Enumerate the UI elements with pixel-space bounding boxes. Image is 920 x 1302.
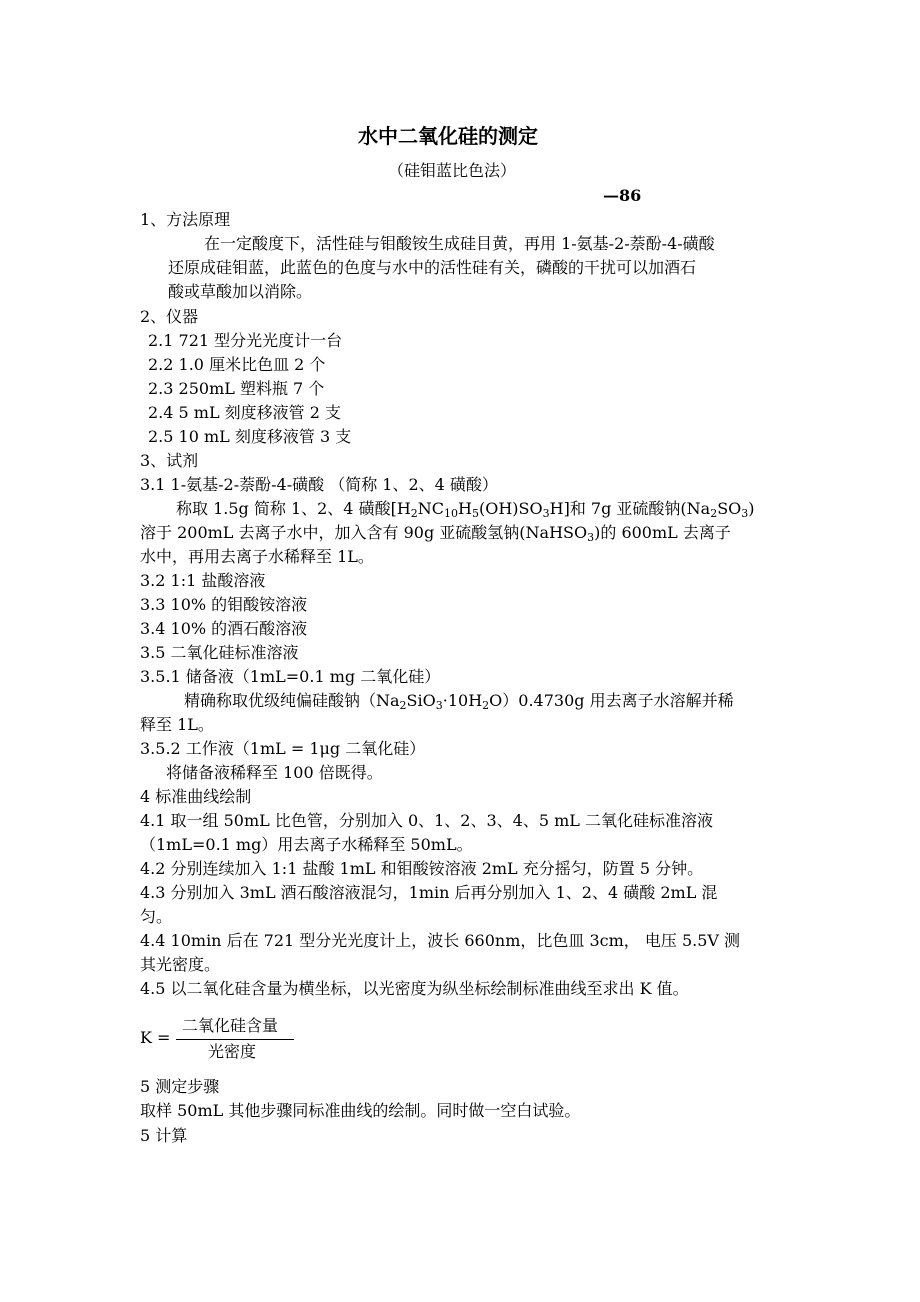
formula-numerator: 二氧化硅含量 xyxy=(182,1016,279,1035)
section-4-heading: 4 标准曲线绘制 xyxy=(140,787,252,806)
step-4-2: 4.2 分别连续加入 1:1 盐酸 1mL 和钼酸铵溶液 2mL 充分摇匀，防置 5 分钟。 xyxy=(140,859,704,878)
formula-lhs: K = xyxy=(140,1028,171,1047)
reagent-3-2: 3.2 1:1 盐酸溶液 xyxy=(140,571,266,590)
instrument-item: 2.3 250mL 塑料瓶 7 个 xyxy=(148,379,325,398)
section-5-line-1: 取样 50mL 其他步骤同标准曲线的绘制。同时做一空白试验。 xyxy=(140,1101,581,1120)
section-1-paragraph-line-3: 酸或草酸加以消除。 xyxy=(168,282,313,301)
section-1-paragraph-line-2: 还原成硅钼蓝，此蓝色的色度与水中的活性硅有关，磷酸的干扰可以加酒石 xyxy=(168,258,697,277)
section-2-heading: 2、仪器 xyxy=(140,307,199,326)
reagent-3-5: 3.5 二氧化硅标准溶液 xyxy=(140,643,299,662)
section-5-heading: 5 测定步骤 xyxy=(140,1077,220,1096)
step-4-4-line-2: 其光密度。 xyxy=(140,955,221,974)
section-1-heading: 1、方法原理 xyxy=(140,210,231,229)
formula-fraction-bar xyxy=(176,1039,294,1040)
page-title: 水中二氧化硅的测定 xyxy=(358,124,538,148)
formula-denominator: 光密度 xyxy=(208,1042,257,1061)
section-1-paragraph-line-1: 在一定酸度下，活性硅与钼酸铵生成硅目黄，再用 1-氨基-2-萘酚-4-磺酸 xyxy=(204,234,715,253)
reagent-3-3: 3.3 10% 的钼酸铵溶液 xyxy=(140,595,308,614)
page-subtitle: （硅钼蓝比色法） xyxy=(388,161,517,180)
instrument-item: 2.2 1.0 厘米比色皿 2 个 xyxy=(148,355,326,374)
reagent-3-1-line-2: 溶于 200mL 去离子水中，加入含有 90g 亚硫酸氢钠(NaHSO$_3$)的 600mL 去离子 xyxy=(140,523,731,544)
reagent-3-5-1-line-1: 精确称取优级纯偏硅酸钠$(Na_2SiO_3\cdot 10H_2O)0.4730g$ 用去离子水溶解并稀 xyxy=(184,691,734,712)
document-number: —86 xyxy=(603,186,642,205)
step-4-3-line-2: 匀。 xyxy=(140,907,173,926)
step-4-1-line-2: （1mL=0.1 mg）用去离子水稀释至 50mL。 xyxy=(140,835,473,854)
step-4-5: 4.5 以二氧化硅含量为横坐标，以光密度为纵坐标绘制标准曲线至求出 K 值。 xyxy=(140,979,689,998)
instrument-item: 2.1 721 型分光光度计一台 xyxy=(148,331,343,350)
reagent-3-1-line-1: 称取 1.5g 简称 1、2、4 磺酸$[H_2NC_{10}H_5(OH)SO_3H]$和 7g 亚硫酸钠$(Na_2SO_3)$ xyxy=(176,499,755,520)
section-3-heading: 3、试剂 xyxy=(140,451,199,470)
reagent-3-5-1-line-2: 释至 1L。 xyxy=(140,715,214,734)
step-4-3-line-1: 4.3 分别加入 3mL 酒石酸溶液混匀，1min 后再分别加入 1、2、4 磺酸 2mL 混 xyxy=(140,883,718,902)
step-4-4-line-1: 4.4 10min 后在 721 型分光光度计上，波长 660nm，比色皿 3cm， 电压 5.5V 测 xyxy=(140,931,741,950)
reagent-3-1-title: 3.1 1-氨基-2-萘酚-4-磺酸 （简称 1、2、4 磺酸） xyxy=(140,475,498,494)
instrument-item: 2.5 10 mL 刻度移液管 3 支 xyxy=(148,427,352,446)
instrument-item: 2.4 5 mL 刻度移液管 2 支 xyxy=(148,403,342,422)
calculation-heading: 5 计算 xyxy=(140,1126,188,1145)
step-4-1-line-1: 4.1 取一组 50mL 比色管，分别加入 0、1、2、3、4、5 mL 二氧化硅标准溶液 xyxy=(140,811,713,830)
reagent-3-1-line-3: 水中，再用去离子水稀释至 1L。 xyxy=(140,547,374,566)
reagent-3-5-2-title: 3.5.2 工作液（1mL = 1μg 二氧化硅） xyxy=(140,739,426,758)
reagent-3-4: 3.4 10% 的酒石酸溶液 xyxy=(140,619,308,638)
reagent-3-5-1-title: 3.5.1 储备液（1mL=0.1 mg 二氧化硅） xyxy=(140,667,441,686)
reagent-3-5-2-line-1: 将储备液稀释至 100 倍既得。 xyxy=(166,763,383,782)
